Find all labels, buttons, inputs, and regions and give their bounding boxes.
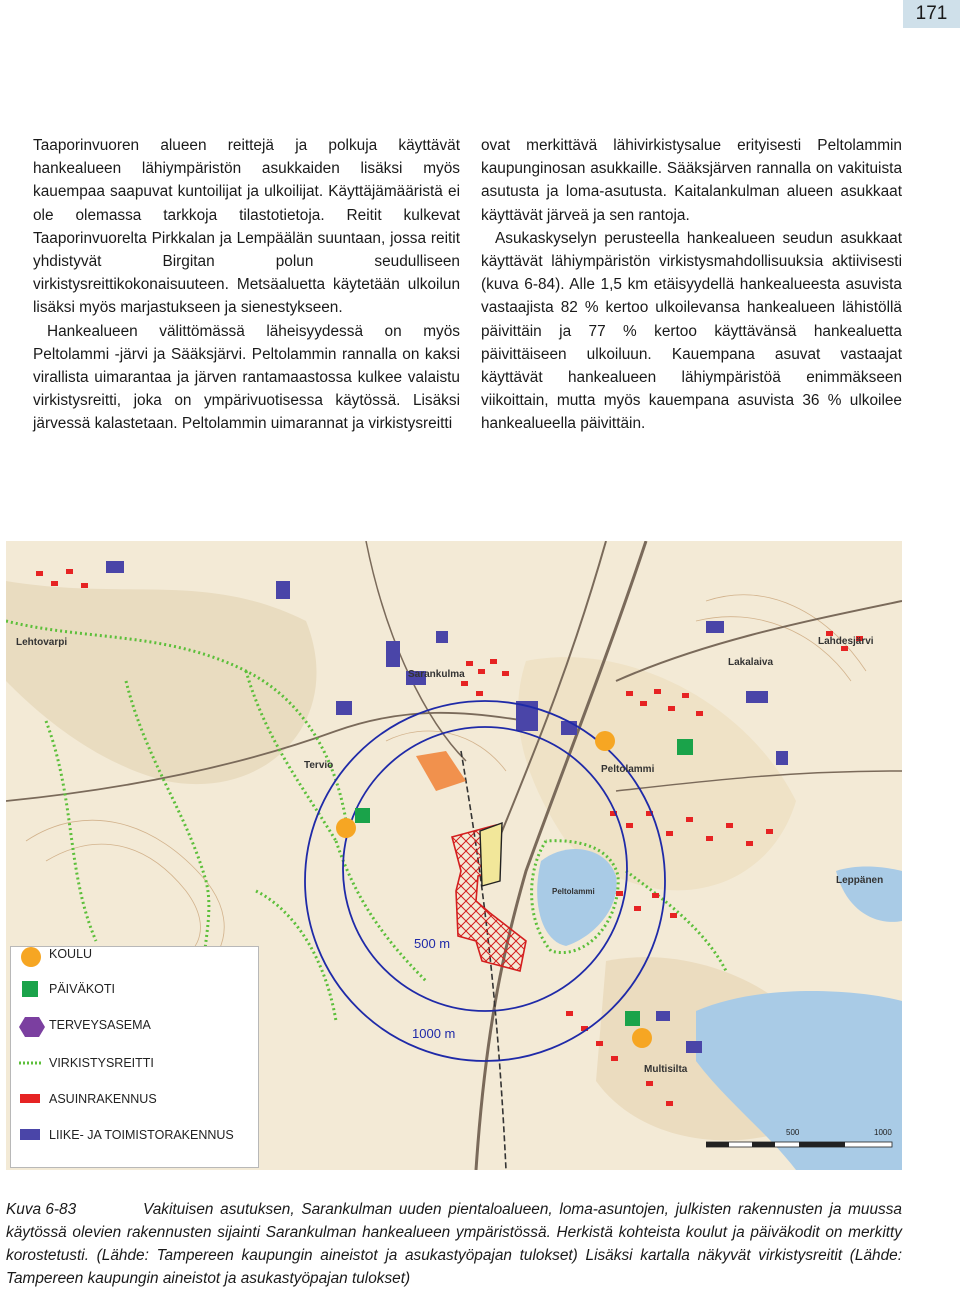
place-label-peltolammi-lake: Peltolammi xyxy=(552,887,595,896)
caption-text: Vakituisen asutuksen, Sarankulman uuden pientaloalueen, loma-asuntojen, julkisten rakennusten ja muussa käytössä olevien rakennusten sijainti Sarankulman hankealueen ympäristössä. Herkistä kohteista koulut ja päiväkodit on merkitty korostetusti. (Lähde: Tampereen kaupungin aineistot ja asukastyöpajan tulokset) Lisäksi kartalla näkyvät virkistysreitit (Lähde: Tampereen kaupungin aineistot ja asukastyöpajan tulokset) xyxy=(6,1201,902,1287)
health-center-icon xyxy=(19,1016,41,1034)
scale-bar-graphic xyxy=(706,1128,896,1162)
scale-label-1000: 1000 xyxy=(874,1128,892,1137)
recreation-route-icon xyxy=(19,1054,41,1072)
daycare-icon xyxy=(355,808,370,823)
new-residential-area xyxy=(480,823,502,886)
legend-item-residential: ASUINRAKENNUS xyxy=(19,1089,157,1109)
legend-item-recreation-route: VIRKISTYSREITTI xyxy=(19,1053,154,1073)
place-label-leppanen: Leppänen xyxy=(836,875,884,886)
legend-item-commercial: LIIKE- JA TOIMISTORAKENNUS xyxy=(19,1125,234,1145)
school-icon xyxy=(19,945,41,963)
place-label-sarankulma: Sarankulma xyxy=(408,669,465,680)
paragraph: Asukaskyselyn perusteella hankealueen seudun asukkaat käyttävät lähiympäristön virkistysmahdollisuuksia aktiivisesti (kuva 6-84). Alle 1,5 km etäisyydellä hankealueesta asuvista vastaajista 82 % kertoo ulkoilevansa hankealueen lähistöllä päivittäin ja 77 % kertoo käyttävänsä hankealuetta päivittäiseen ulkoiluun. Kauempana asuvat vastaajat käyttävät hankealueen lähiympäristöä enimmäkseen viikoittain, mutta myös kauempana asuvista 36 % ulkoilee hankealueella päivittäin. xyxy=(481,229,902,433)
paragraph: Hankealueen välittömässä läheisyydessä on myös Peltolammi -järvi ja Sääksjärvi. Peltolammin rannalla on kaksi virallista uimarantaa ja järven rantamaastossa kulkee valaistu virkistysreitti, joka on ympärivuotisessa käytössä. Lisäksi järvessä kalastetaan. Peltolammin uimarannat ja virkistysreitti xyxy=(33,322,460,433)
place-label-tervio: Tervio xyxy=(304,760,334,771)
paragraph: ovat merkittävä lähivirkistysalue erityisesti Peltolammin kaupunginosan asukkaille. Sääksjärven rannalla on vakituista asutusta ja loma-asutusta. Kaitalankulman alueen asukkaat käyttävät järveä ja sen rantoja. xyxy=(481,137,902,224)
scale-label-500: 500 xyxy=(786,1128,800,1137)
school-icon xyxy=(595,731,615,751)
paragraph: Taaporinvuoren alueen reittejä ja polkuja käyttävät hankealueen lähiympäristön asukkaiden lisäksi myös kauempaa saapuvat kuntoilijat ja ulkoilijat. Käyttäjämääristä ei ole olemassa tarkkoja tilastotietoja. Reitit kulkevat Taaporinvuorelta Pirkkalan ja Lempäälän suuntaan, jossa reitit yhdistyvät Birgitan polun seudulliseen virkistysreittikokonaisuuteen. Metsäaluetta käytetään ulkoilun lisäksi myös marjastukseen ja sienestykseen. xyxy=(33,137,460,317)
legend-item-school: KOULU xyxy=(19,944,92,964)
page-number-tab xyxy=(903,0,960,28)
page-number: 171 xyxy=(915,3,948,24)
commercial-building-icon xyxy=(19,1126,41,1144)
map-legend xyxy=(10,946,259,1168)
figure-caption xyxy=(6,1198,902,1290)
legend-item-health-center: TERVEYSASEMA xyxy=(19,1015,151,1035)
place-label-peltolammi: Peltolammi xyxy=(601,764,655,775)
place-label-lahdesjarvi: Lahdesjärvi xyxy=(818,636,874,647)
daycare-icon xyxy=(677,739,693,755)
ring-label-1000m: 1000 m xyxy=(412,1026,456,1041)
figure-number: Kuva 6-83 xyxy=(6,1201,77,1218)
place-label-lakalaiva: Lakalaiva xyxy=(728,657,774,668)
text-column-left xyxy=(33,134,460,436)
residential-building-icon xyxy=(19,1090,41,1108)
school-icon xyxy=(336,818,356,838)
daycare-icon xyxy=(19,980,41,998)
place-label-lehtovarpi: Lehtovarpi xyxy=(16,637,68,648)
ring-label-500m: 500 m xyxy=(414,936,451,951)
map-scale-bar xyxy=(706,1128,896,1162)
text-column-right xyxy=(481,134,902,436)
daycare-icon xyxy=(625,1011,640,1026)
school-icon xyxy=(632,1028,652,1048)
place-label-multisilta: Multisilta xyxy=(644,1064,688,1075)
legend-item-daycare: PÄIVÄKOTI xyxy=(19,979,115,999)
